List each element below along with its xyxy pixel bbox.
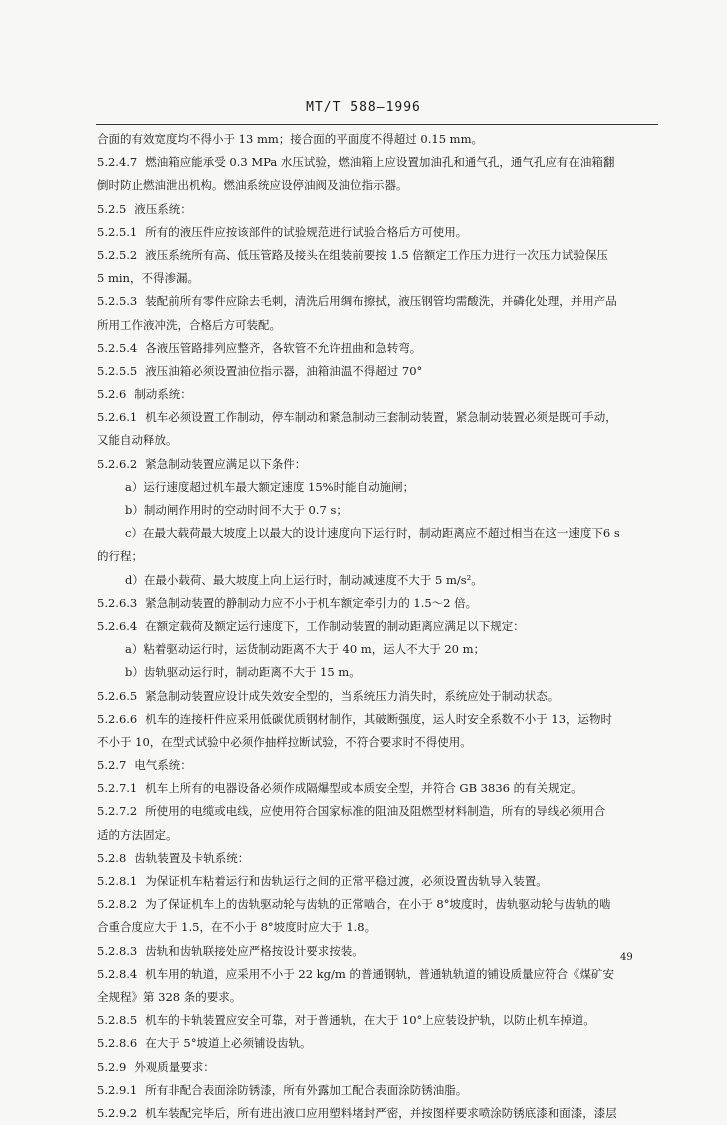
text-line (97, 615, 659, 638)
clause-text: 机车上所有的电器设备必须作成隔爆型或本质安全型，并符合 GB 3836 的有关规定。 (145, 781, 583, 796)
text-line (97, 1056, 659, 1079)
clause-text: 所有的液压件应按该部件的试验规范进行试验合格后方可使用。 (145, 224, 468, 239)
clause-number: 5.2.8.4 (97, 966, 138, 981)
text-line (97, 824, 659, 847)
clause-number: 5.2.8.6 (97, 1036, 138, 1051)
text-line (97, 661, 659, 684)
clause-text: 装配前所有零件应除去毛刺，清洗后用绸布擦拭，液压钢管均需酸洗，并磷化处理，并用产品 (145, 294, 617, 309)
clause-number: 5.2.5.4 (97, 340, 138, 355)
clause-text: 紧急制动装置应设计成失效安全型的，当系统压力消失时，系统应处于制动状态。 (145, 688, 560, 703)
text-line (97, 476, 659, 499)
clause-text: d）在最小载荷、最大坡度上向上运行时，制动减速度不大于 5 m/s²。 (125, 572, 483, 587)
clause-number: 5.2.9.1 (97, 1082, 138, 1097)
clause-text: 机车的连接杆件应采用低碳优质钢材制作，其破断强度，运人时安全系数不小于 13，运物时 (145, 711, 613, 726)
text-line (97, 545, 659, 568)
text-line (97, 429, 659, 452)
text-line (97, 731, 659, 754)
clause-number: 5.2.5 (97, 201, 127, 216)
clause-number: 5.2.5.1 (97, 224, 138, 239)
clause-text: 倒时防止燃油泄出机构。燃油系统应设停油阀及油位指示器。 (97, 178, 408, 193)
text-line (97, 198, 659, 221)
clause-number: 5.2.5.2 (97, 247, 138, 262)
clause-text: a）运行速度超过机车最大额定速度 15%时能自动施闸； (125, 479, 415, 494)
clause-text: 在额定载荷及额定运行速度下，工作制动装置的制动距离应满足以下规定： (145, 618, 525, 633)
clause-number: 5.2.7.2 (97, 804, 138, 819)
text-line (97, 986, 659, 1009)
text-line (97, 221, 659, 244)
clause-text: 所使用的电缆或电线，应使用符合国家标准的阻油及阻燃型材料制造，所有的导线必须用合 (145, 804, 606, 819)
clause-text: 液压系统所有高、低压管路及接头在组装前要按 1.5 倍额定工作压力进行一次压力试验保压 (145, 247, 608, 262)
clause-number: 5.2.6.5 (97, 688, 138, 703)
clause-text: 紧急制动装置的静制动力应不小于机车额定牵引力的 1.5～2 倍。 (145, 595, 478, 610)
clause-number: 5.2.4.7 (97, 155, 138, 170)
clause-number: 5.2.6 (97, 387, 127, 402)
text-line (97, 1102, 659, 1125)
text-line (97, 1009, 659, 1032)
text-line (97, 870, 659, 893)
clause-number: 5.2.7 (97, 758, 127, 773)
clause-text: c）在最大载荷最大坡度上以最大的设计速度向下运行时，制动距离应不超过相当在这一速度下6 s (125, 526, 620, 541)
clause-number: 5.2.9 (97, 1059, 127, 1074)
clause-text: 适的方法固定。 (97, 827, 178, 842)
clause-text: 机车必须设置工作制动，停车制动和紧急制动三套制动装置，紧急制动装置必须是既可手动， (145, 410, 617, 425)
clause-number: 5.2.8.3 (97, 943, 138, 958)
text-line (97, 940, 659, 963)
clause-text: 所用工作液冲洗，合格后方可装配。 (97, 317, 281, 332)
text-line (97, 592, 659, 615)
clause-text: 制动系统： (134, 387, 192, 402)
text-line (97, 1079, 659, 1102)
clause-text: 所有非配合表面涂防锈漆，所有外露加工配合表面涂防锈油脂。 (145, 1082, 468, 1097)
clause-number: 5.2.5.3 (97, 294, 138, 309)
clause-text: 5 min，不得渗漏。 (97, 271, 199, 286)
clause-text: 又能自动释放。 (97, 433, 178, 448)
text-line (97, 708, 659, 731)
clause-number: 5.2.6.4 (97, 618, 138, 633)
text-line (97, 569, 659, 592)
clause-number: 5.2.7.1 (97, 781, 138, 796)
text-line (97, 522, 659, 545)
clause-number: 5.2.8.1 (97, 874, 138, 888)
clause-number: 5.2.8 (97, 850, 127, 865)
clause-text: 机车装配完毕后，所有进出液口应用塑料堵封严密，并按图样要求喷涂防锈底漆和面漆，漆层 (145, 1105, 617, 1120)
text-line (97, 337, 659, 360)
clause-number: 5.2.6.1 (97, 410, 138, 425)
text-line (97, 847, 659, 870)
clause-text: b）制动闸作用时的空动时间不大于 0.7 s； (125, 503, 348, 517)
clause-text: 的行程； (97, 549, 143, 564)
text-line (97, 777, 659, 800)
page-number: 49 (620, 952, 633, 963)
clause-text: 全规程》第 328 条的要求。 (97, 989, 242, 1004)
text-line (97, 151, 659, 174)
clause-text: 紧急制动装置应满足以下条件： (145, 456, 307, 471)
text-line (97, 916, 659, 939)
text-line (97, 290, 659, 313)
text-line (97, 406, 659, 429)
clause-text: 电气系统： (134, 758, 192, 773)
clause-text: 为了保证机车上的齿轨驱动轮与齿轨的正常啮合，在小于 8°坡度时，齿轨驱动轮与齿轨的啮 (145, 897, 611, 912)
text-line (97, 963, 659, 986)
clause-number: 5.2.8.5 (97, 1013, 138, 1028)
clause-text: 不小于 10，在型式试验中必须作抽样拉断试验，不符合要求时不得使用。 (97, 734, 472, 749)
text-line (97, 685, 659, 708)
clause-text: 合重合度应大于 1.5，在不小于 8°坡度时应大于 1.8。 (97, 920, 377, 935)
clause-text: 外观质量要求： (134, 1059, 215, 1074)
text-line (97, 800, 659, 823)
document-header: MT/T 588—1996 (306, 100, 421, 115)
document-body (97, 128, 659, 1125)
clause-text: 为保证机车粘着运行和齿轨运行之间的正常平稳过渡，必须设置齿轨导入装置。 (145, 874, 548, 888)
text-line (97, 360, 659, 383)
clause-text: 液压油箱必须设置油位指示器，油箱油温不得超过 70° (145, 363, 423, 378)
clause-text: 在大于 5°坡道上必须铺设齿轨。 (145, 1036, 312, 1051)
text-line (97, 638, 659, 661)
clause-text: b）齿轨驱动运行时，制动距离不大于 15 m。 (125, 665, 361, 680)
clause-text: 合面的有效宽度均不得小于 13 mm；接合面的平面度不得超过 0.15 mm。 (97, 132, 483, 146)
text-line (97, 383, 659, 406)
clause-number: 5.2.8.2 (97, 897, 138, 912)
clause-number: 5.2.6.2 (97, 456, 138, 471)
text-line (97, 893, 659, 916)
clause-number: 5.2.5.5 (97, 363, 138, 378)
clause-text: 齿轨和齿轨联接处应严格按设计要求按装。 (145, 943, 364, 958)
text-line (97, 499, 659, 522)
text-line (97, 453, 659, 476)
text-line (97, 1032, 659, 1055)
clause-text: 燃油箱应能承受 0.3 MPa 水压试验，燃油箱上应设置加油孔和通气孔，通气孔应有在油箱翻 (145, 155, 615, 170)
clause-number: 5.2.6.6 (97, 711, 138, 726)
clause-text: 各液压管路排列应整齐，各软管不允许扭曲和急转弯。 (145, 340, 422, 355)
clause-text: 液压系统： (134, 201, 192, 216)
text-line (97, 314, 659, 337)
clause-text: 齿轨装置及卡轨系统： (134, 850, 250, 865)
text-line (97, 174, 659, 197)
clause-text: 机车的卡轨装置应安全可靠，对于普通轨，在大于 10°上应装设护轨，以防止机车掉道。 (145, 1013, 595, 1028)
clause-text: 机车用的轨道，应采用不小于 22 kg/m 的普通钢轨，普通轨轨道的铺设质量应符合《煤矿安 (145, 966, 614, 981)
clause-number: 5.2.9.2 (97, 1105, 138, 1120)
text-line (97, 244, 659, 267)
text-line (97, 754, 659, 777)
clause-number: 5.2.6.3 (97, 595, 138, 610)
text-line (97, 128, 659, 151)
header-rule (96, 124, 658, 125)
text-line (97, 267, 659, 290)
clause-text: a）粘着驱动运行时，运货制动距离不大于 40 m，运人不大于 20 m； (125, 642, 486, 657)
